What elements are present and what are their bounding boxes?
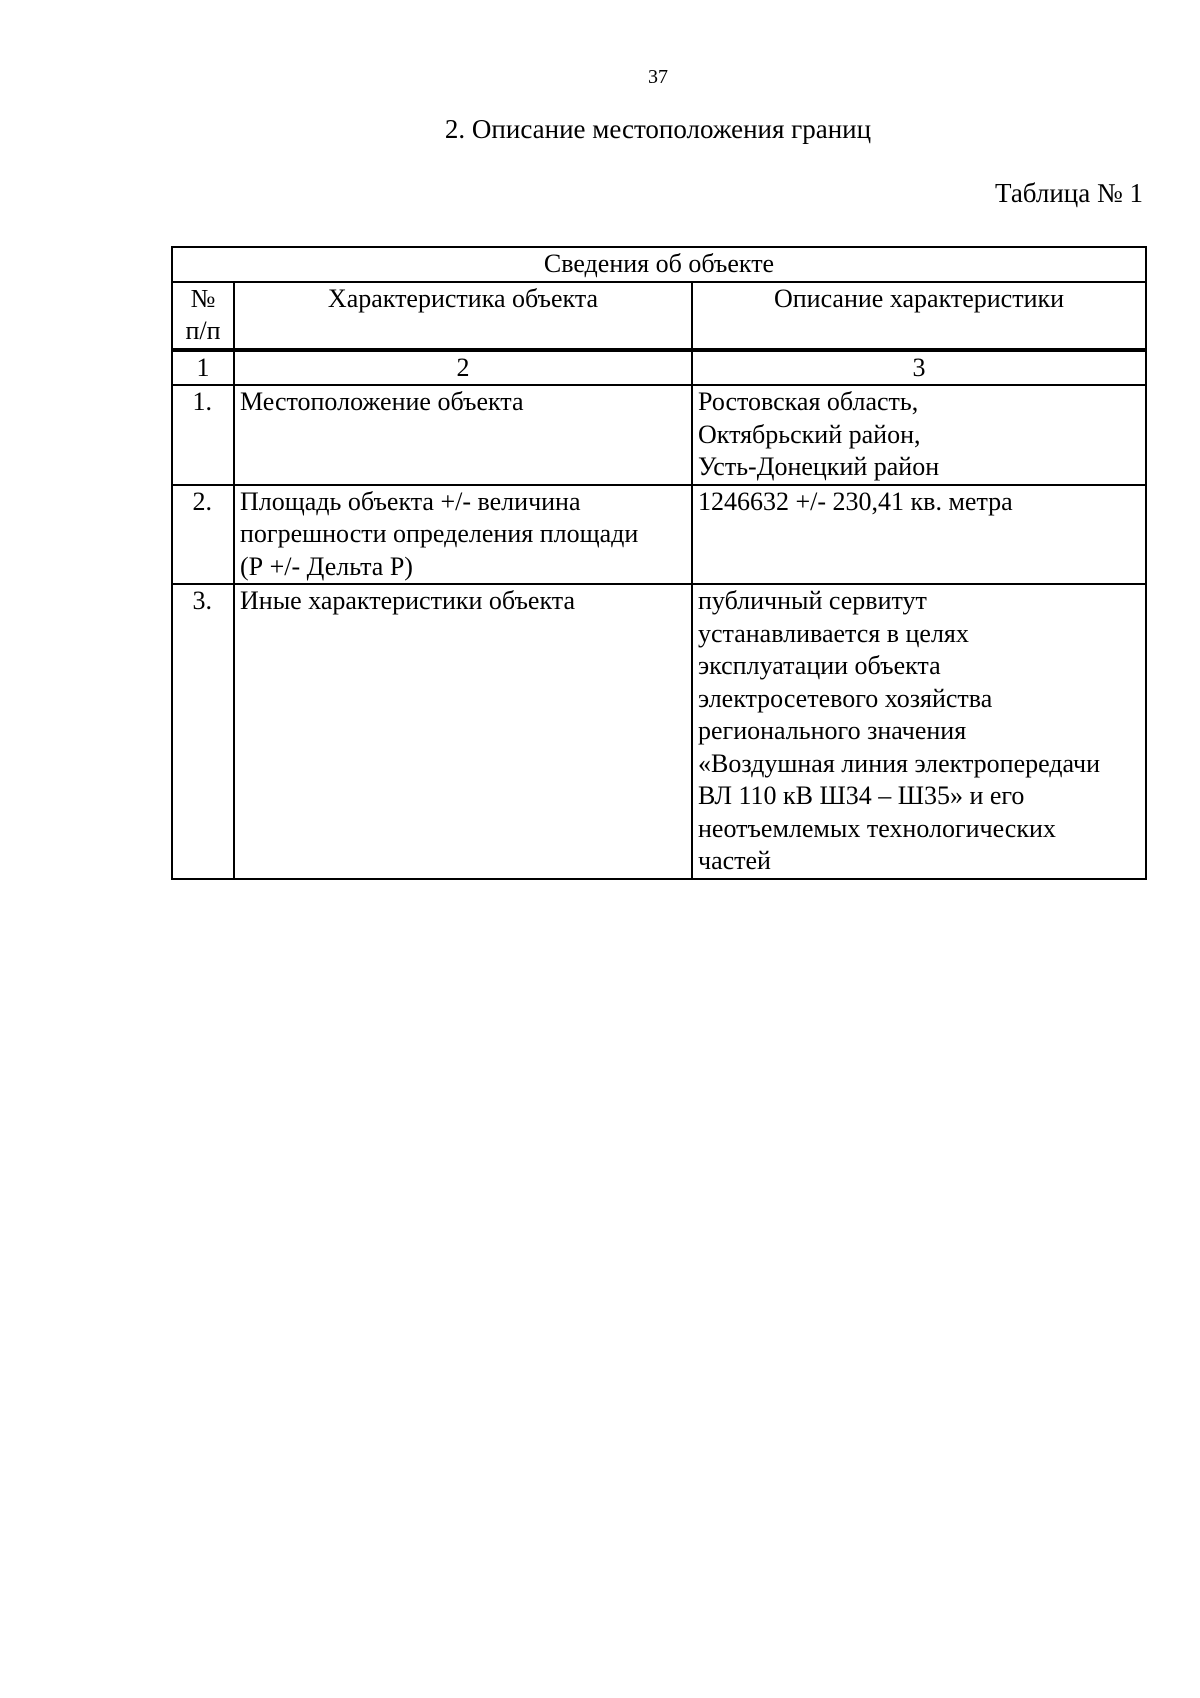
header-description: Описание характеристики (692, 282, 1146, 350)
table-row (172, 385, 1146, 485)
row-number: 1. (172, 385, 234, 485)
section-title: 2. Описание местоположения границ (444, 114, 872, 144)
text-line: устанавливается в целях (698, 618, 969, 648)
text-line: Иные характеристики объекта (240, 586, 575, 615)
text-line: регионального значения (698, 716, 967, 745)
text-line: (Р +/- Дельта Р) (240, 551, 413, 581)
column-number: 2 (234, 350, 692, 386)
text-line: Площадь объекта +/- величина (240, 486, 581, 516)
text-line: частей (698, 846, 771, 875)
column-number: 3 (692, 350, 1146, 386)
text-line: ВЛ 110 кВ Ш34 – Ш35» и его (698, 781, 1025, 810)
text-line: электросетевого хозяйства (698, 683, 993, 713)
object-info-table (171, 246, 1147, 880)
text-line: публичный сервитут (698, 586, 927, 615)
text-line: Октябрьский район, (698, 419, 921, 449)
header-num (172, 282, 234, 350)
table-row (172, 584, 1146, 879)
row-description (692, 584, 1146, 879)
row-characteristic (234, 385, 692, 485)
row-number: 2. (172, 485, 234, 585)
row-description (692, 385, 1146, 485)
text-line: неотъемлемых технологических (698, 813, 1056, 843)
column-numbers-row (172, 350, 1146, 386)
column-number: 1 (172, 350, 234, 386)
row-characteristic (234, 485, 692, 585)
row-characteristic (234, 584, 692, 879)
row-number: 3. (172, 584, 234, 879)
table-title: Сведения об объекте (172, 247, 1146, 282)
text-line: Местоположение объекта (240, 387, 524, 416)
header-num-line: п/п (185, 316, 221, 345)
header-characteristic: Характеристика объекта (234, 282, 692, 350)
row-description (692, 485, 1146, 585)
text-line: 1246632 +/- 230,41 кв. метра (698, 486, 1013, 516)
table-row (172, 485, 1146, 585)
text-line: погрешности определения площади (240, 519, 639, 548)
text-line: Ростовская область, (698, 387, 919, 416)
text-line: Усть-Донецкий район (698, 452, 940, 481)
table-title-row (172, 247, 1146, 282)
page-number: 37 (648, 66, 668, 88)
table-caption: Таблица № 1 (995, 178, 1143, 208)
text-line: эксплуатации объекта (698, 651, 941, 680)
header-num-line: № (190, 283, 216, 313)
table-header-row (172, 282, 1146, 350)
text-line: «Воздушная линия электропередачи (698, 748, 1101, 778)
